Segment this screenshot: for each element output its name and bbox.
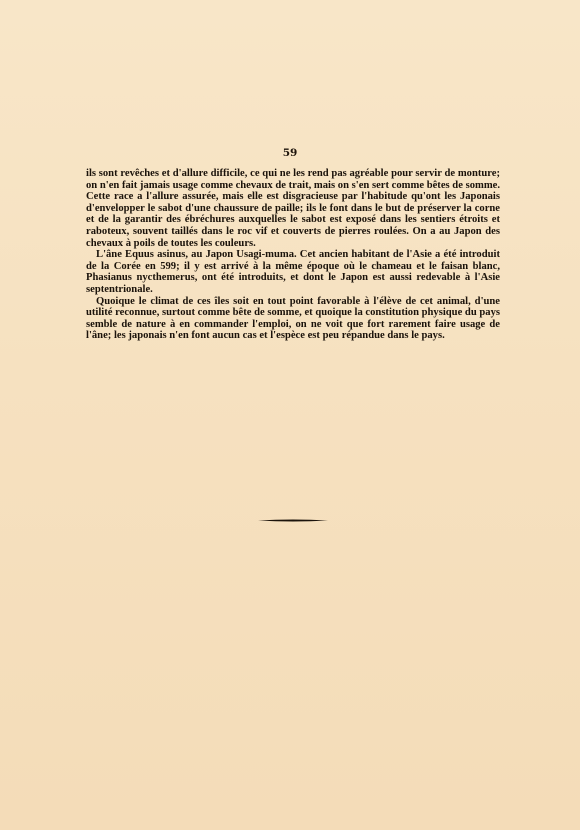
paragraph-donkey: L'âne Equus asinus, au Japon Usagi-muma. Cet ancien habitant de l'Asie a été introduit de la Corée en 599; il y est arrivé à la même époque où le chameau et le faisan blanc, Phasianus nycthemerus, ont été introduits, et dont le Japon est aussi redevable à l'Asie septentrionale. [86, 249, 500, 295]
paragraph-climate: Quoique le climat de ces îles soit en tout point favorable à l'élève de cet animal, d'une utilité reconnue, surtout comme bête de somme, et quoique la constitution physique du pays semble de nature à en commander l'emploi, on ne voit que fort rarement faire usage de l'âne; les japonais n'en font aucun cas et l'espèce est peu répandue dans le pays. [86, 295, 500, 342]
ornament-rule-divider [258, 518, 328, 523]
paragraph-horse-continued: ils sont revêches et d'allure difficile, ce qui ne les rend pas agréable pour servir de monture; on n'en fait jamais usage comme chevaux de trait, mais on s'en sert comme bêtes de somme. Cette race a l'allure assurée, mais elle est disgracieuse par l'habitude qu'ont les Japonais d'envelopper le sabot d'une chaussure de paille; ils le font dans le but de préserver la corne et de la garantir des ébréchures auxquelles le sabot est exposé dans les sentiers étroits et raboteux, souvent taillés dans le roc vif et couverts de pierres roulées. On a au Japon des chevaux à poils de toutes les couleurs. [86, 168, 500, 249]
page-number: 59 [282, 147, 298, 159]
body-text [86, 168, 500, 342]
